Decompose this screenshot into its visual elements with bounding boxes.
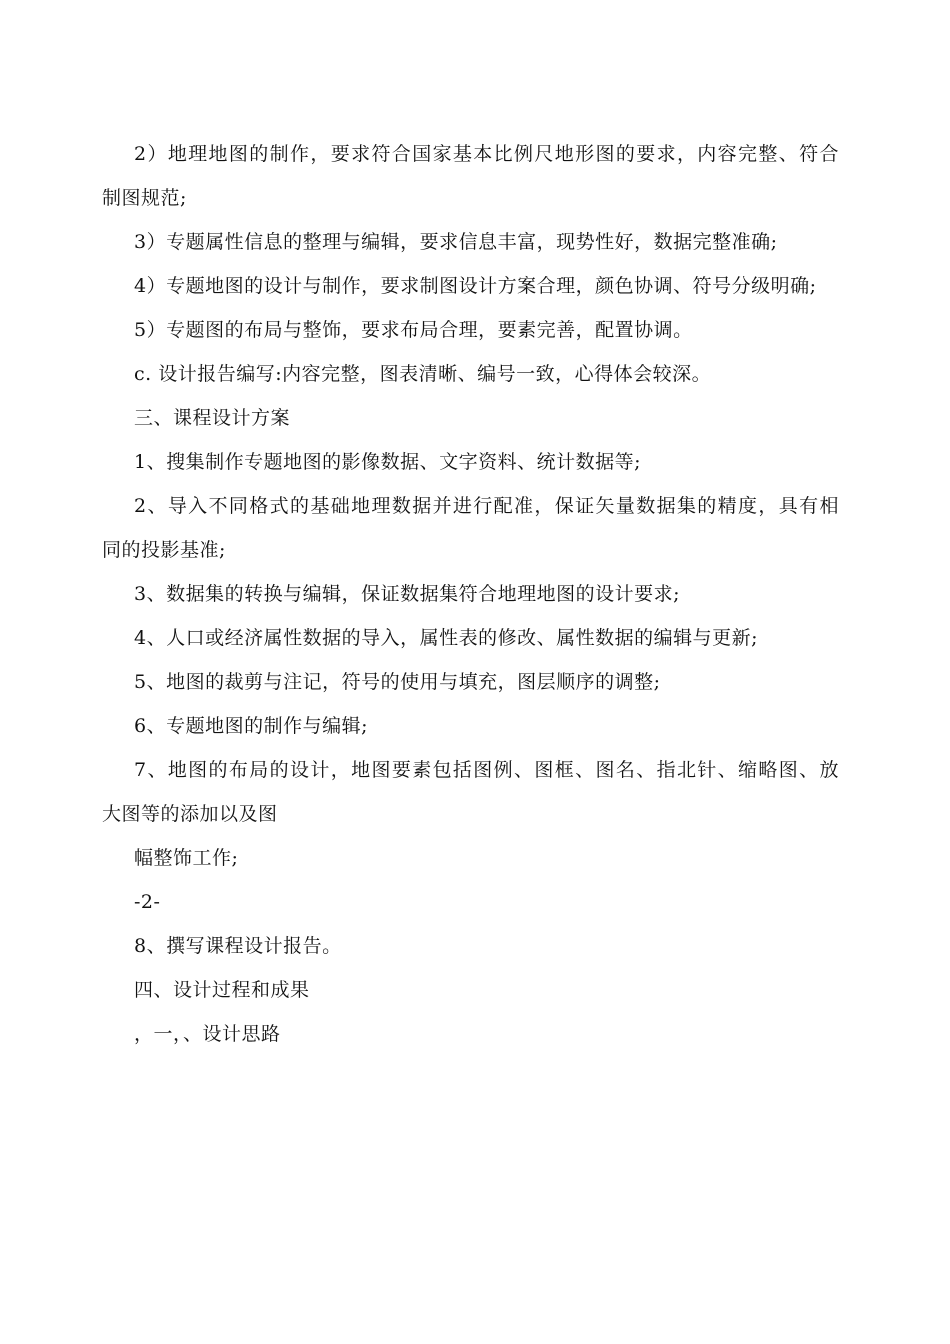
list-item: 5、地图的裁剪与注记，符号的使用与填充，图层顺序的调整; — [134, 671, 661, 693]
list-item-continuation: 大图等的添加以及图 — [102, 803, 278, 825]
paragraph-line: 3）专题属性信息的整理与编辑，要求信息丰富，现势性好，数据完整准确; — [134, 231, 778, 253]
section-heading: 四、设计过程和成果 — [134, 979, 310, 1001]
list-item: 4、人口或经济属性数据的导入，属性表的修改、属性数据的编辑与更新; — [134, 627, 758, 649]
list-item: 2、导入不同格式的基础地理数据并进行配准，保证矢量数据集的精度，具有相 — [134, 495, 839, 517]
paragraph-line: 5）专题图的布局与整饰，要求布局合理，要素完善，配置协调。 — [134, 319, 693, 341]
section-heading: 三、课程设计方案 — [134, 407, 291, 429]
paragraph-line: 4）专题地图的设计与制作，要求制图设计方案合理，颜色协调、符号分级明确; — [134, 275, 817, 297]
paragraph-line: 2）地理地图的制作，要求符合国家基本比例尺地形图的要求，内容完整、符合 — [134, 143, 839, 165]
list-item: 7、地图的布局的设计，地图要素包括图例、图框、图名、指北针、缩略图、放 — [134, 759, 839, 781]
list-item: 6、专题地图的制作与编辑; — [134, 715, 368, 737]
list-item: 1、搜集制作专题地图的影像数据、文字资料、统计数据等; — [134, 451, 641, 473]
list-item: 8、撰写课程设计报告。 — [134, 935, 342, 957]
list-item: 3、数据集的转换与编辑，保证数据集符合地理地图的设计要求; — [134, 583, 680, 605]
list-item-continuation: 同的投影基准; — [102, 539, 226, 561]
subsection-heading: ，一，、设计思路 — [134, 1023, 281, 1045]
page-number: -2- — [134, 891, 161, 913]
paragraph-line: 制图规范; — [102, 187, 187, 209]
list-item-continuation: 幅整饰工作; — [134, 847, 239, 869]
paragraph-line: c. 设计报告编写:内容完整，图表清晰、编号一致，心得体会较深。 — [134, 363, 712, 385]
